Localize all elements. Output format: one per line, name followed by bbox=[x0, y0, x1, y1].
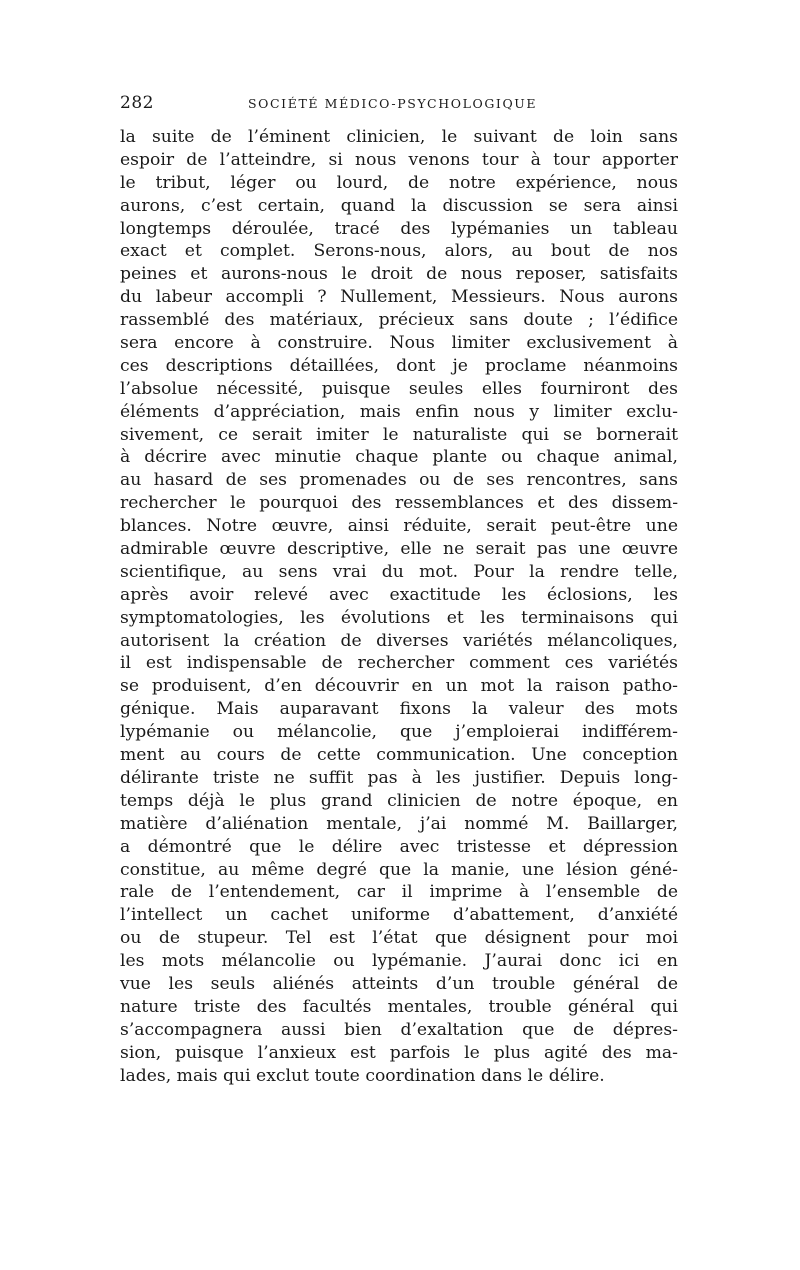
text-line: la suite de l’éminent clinicien, le suivant de loin sans bbox=[120, 127, 678, 147]
text-line: sivement, ce serait imiter le naturaliste qui se bornerait bbox=[120, 424, 678, 445]
text-line: génique. Mais auparavant fixons la valeur des mots bbox=[120, 699, 678, 720]
text-line: du labeur accompli ? Nullement, Messieurs. Nous aurons bbox=[120, 287, 678, 308]
text-line: sera encore à construire. Nous limiter exclusivement à bbox=[120, 333, 678, 354]
text-line: a démontré que le délire avec tristesse et dépression bbox=[120, 836, 678, 857]
body-text bbox=[120, 126, 678, 1087]
text-line: exact et complet. Serons-nous, alors, au bout de nos bbox=[120, 241, 678, 262]
running-head: SOCIÉTÉ MÉDICO-PSYCHOLOGIQUE bbox=[248, 96, 538, 111]
text-line: blances. Notre œuvre, ainsi réduite, serait peut-être une bbox=[120, 516, 678, 537]
text-line: peines et aurons-nous le droit de nous reposer, satisfaits bbox=[120, 264, 678, 285]
text-line: nature triste des facultés mentales, trouble général qui bbox=[120, 996, 678, 1017]
text-line: après avoir relevé avec exactitude les éclosions, les bbox=[120, 584, 678, 605]
page-header bbox=[120, 93, 678, 119]
text-line: au hasard de ses promenades ou de ses rencontres, sans bbox=[120, 470, 678, 491]
text-line: temps déjà le plus grand clinicien de notre époque, en bbox=[120, 790, 678, 811]
text-line: lypémanie ou mélancolie, que j’emploierai indifférem- bbox=[120, 722, 678, 743]
text-line: éléments d’appréciation, mais enfin nous y limiter exclu- bbox=[120, 401, 678, 422]
text-line: rale de l’entendement, car il imprime à l’ensemble de bbox=[120, 882, 678, 903]
text-line: l’intellect un cachet uniforme d’abattement, d’anxiété bbox=[120, 905, 678, 926]
text-line: matière d’aliénation mentale, j’ai nommé M. Baillarger, bbox=[120, 813, 678, 834]
text-line: espoir de l’atteindre, si nous venons tour à tour apporter bbox=[120, 149, 678, 170]
text-line: à décrire avec minutie chaque plante ou chaque animal, bbox=[120, 447, 678, 468]
text-line: constitue, au même degré que la manie, une lésion géné- bbox=[120, 859, 678, 880]
text-line: ment au cours de cette communication. Une conception bbox=[120, 745, 678, 766]
text-line: s’accompagnera aussi bien d’exaltation que de dépres- bbox=[120, 1019, 678, 1040]
text-line: ces descriptions détaillées, dont je proclame néanmoins bbox=[120, 355, 678, 376]
text-line: se produisent, d’en découvrir en un mot la raison patho- bbox=[120, 676, 678, 697]
text-line: les mots mélancolie ou lypémanie. J’aurai donc ici en bbox=[120, 951, 678, 972]
text-line: l’absolue nécessité, puisque seules elles fourniront des bbox=[120, 378, 678, 399]
text-line: rassemblé des matériaux, précieux sans doute ; l’édifice bbox=[120, 310, 678, 331]
page-number: 282 bbox=[120, 93, 154, 113]
text-line: symptomatologies, les évolutions et les terminaisons qui bbox=[120, 607, 678, 628]
text-line: aurons, c’est certain, quand la discussion se sera ainsi bbox=[120, 195, 678, 216]
text-line: autorisent la création de diverses variétés mélancoliques, bbox=[120, 630, 678, 651]
text-line: vue les seuls aliénés atteints d’un trouble général de bbox=[120, 973, 678, 994]
text-line: admirable œuvre descriptive, elle ne serait pas une œuvre bbox=[120, 539, 678, 560]
text-line: délirante triste ne suffit pas à les justifier. Depuis long- bbox=[120, 767, 678, 788]
text-line: scientifique, au sens vrai du mot. Pour la rendre telle, bbox=[120, 561, 678, 582]
text-line: longtemps déroulée, tracé des lypémanies un tableau bbox=[120, 218, 678, 239]
text-line: lades, mais qui exclut toute coordination dans le délire. bbox=[120, 1065, 605, 1086]
text-line: rechercher le pourquoi des ressemblances et des dissem- bbox=[120, 493, 678, 514]
text-line: il est indispensable de rechercher comment ces variétés bbox=[120, 653, 678, 674]
text-line: ou de stupeur. Tel est l’état que désignent pour moi bbox=[120, 928, 678, 949]
text-line: sion, puisque l’anxieux est parfois le plus agité des ma- bbox=[120, 1042, 678, 1063]
text-line: le tribut, léger ou lourd, de notre expérience, nous bbox=[120, 172, 678, 193]
